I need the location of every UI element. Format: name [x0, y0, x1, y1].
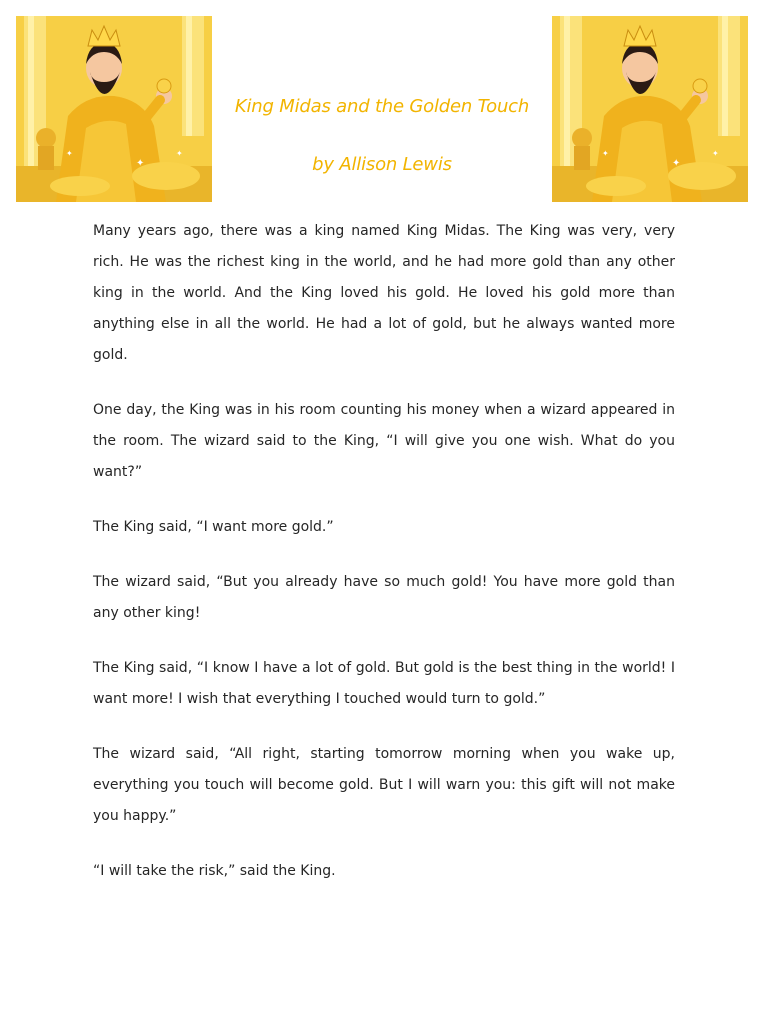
- svg-text:✦: ✦: [672, 158, 681, 169]
- svg-text:✦: ✦: [176, 149, 183, 158]
- story-title: King Midas and the Golden Touch: [234, 96, 530, 117]
- story-paragraph-7: “I will take the risk,” said the King.: [93, 863, 336, 879]
- story-paragraph-2: One day, the King was in his room counting his money when a wizard appeared in the room. The wizard said to the King, “I will give you one wish. What do you want?”: [93, 402, 675, 480]
- story-paragraph-1: Many years ago, there was a king named King Midas. The King was very, very rich. He was the richest king in the world, and he had more gold than any other king in the world. And the King loved his gold. He loved his gold more than anything else in all the world. He had a lot of gold, but he always wanted more gold.: [93, 223, 675, 363]
- svg-text:✦: ✦: [602, 149, 609, 158]
- title-block: [212, 96, 552, 176]
- svg-text:✦: ✦: [712, 149, 719, 158]
- story-author: by Allison Lewis: [312, 154, 452, 175]
- story-paragraph-4: The wizard said, “But you already have so much gold! You have more gold than any other king!: [93, 574, 675, 621]
- svg-text:✦: ✦: [136, 158, 145, 169]
- story-paragraph-3: The King said, “I want more gold.”: [93, 519, 334, 535]
- story-body: [93, 216, 675, 911]
- story-paragraph-6: The wizard said, “All right, starting tomorrow morning when you wake up, everything you touch will become gold. But I will warn you: this gift will not make you happy.”: [93, 746, 675, 824]
- king-midas-illustration-right: [552, 16, 748, 202]
- svg-text:✦: ✦: [66, 149, 73, 158]
- story-paragraph-5: The King said, “I know I have a lot of gold. But gold is the best thing in the world! I want more! I wish that everything I touched would turn to gold.”: [93, 660, 675, 707]
- king-midas-illustration-left: [16, 16, 212, 202]
